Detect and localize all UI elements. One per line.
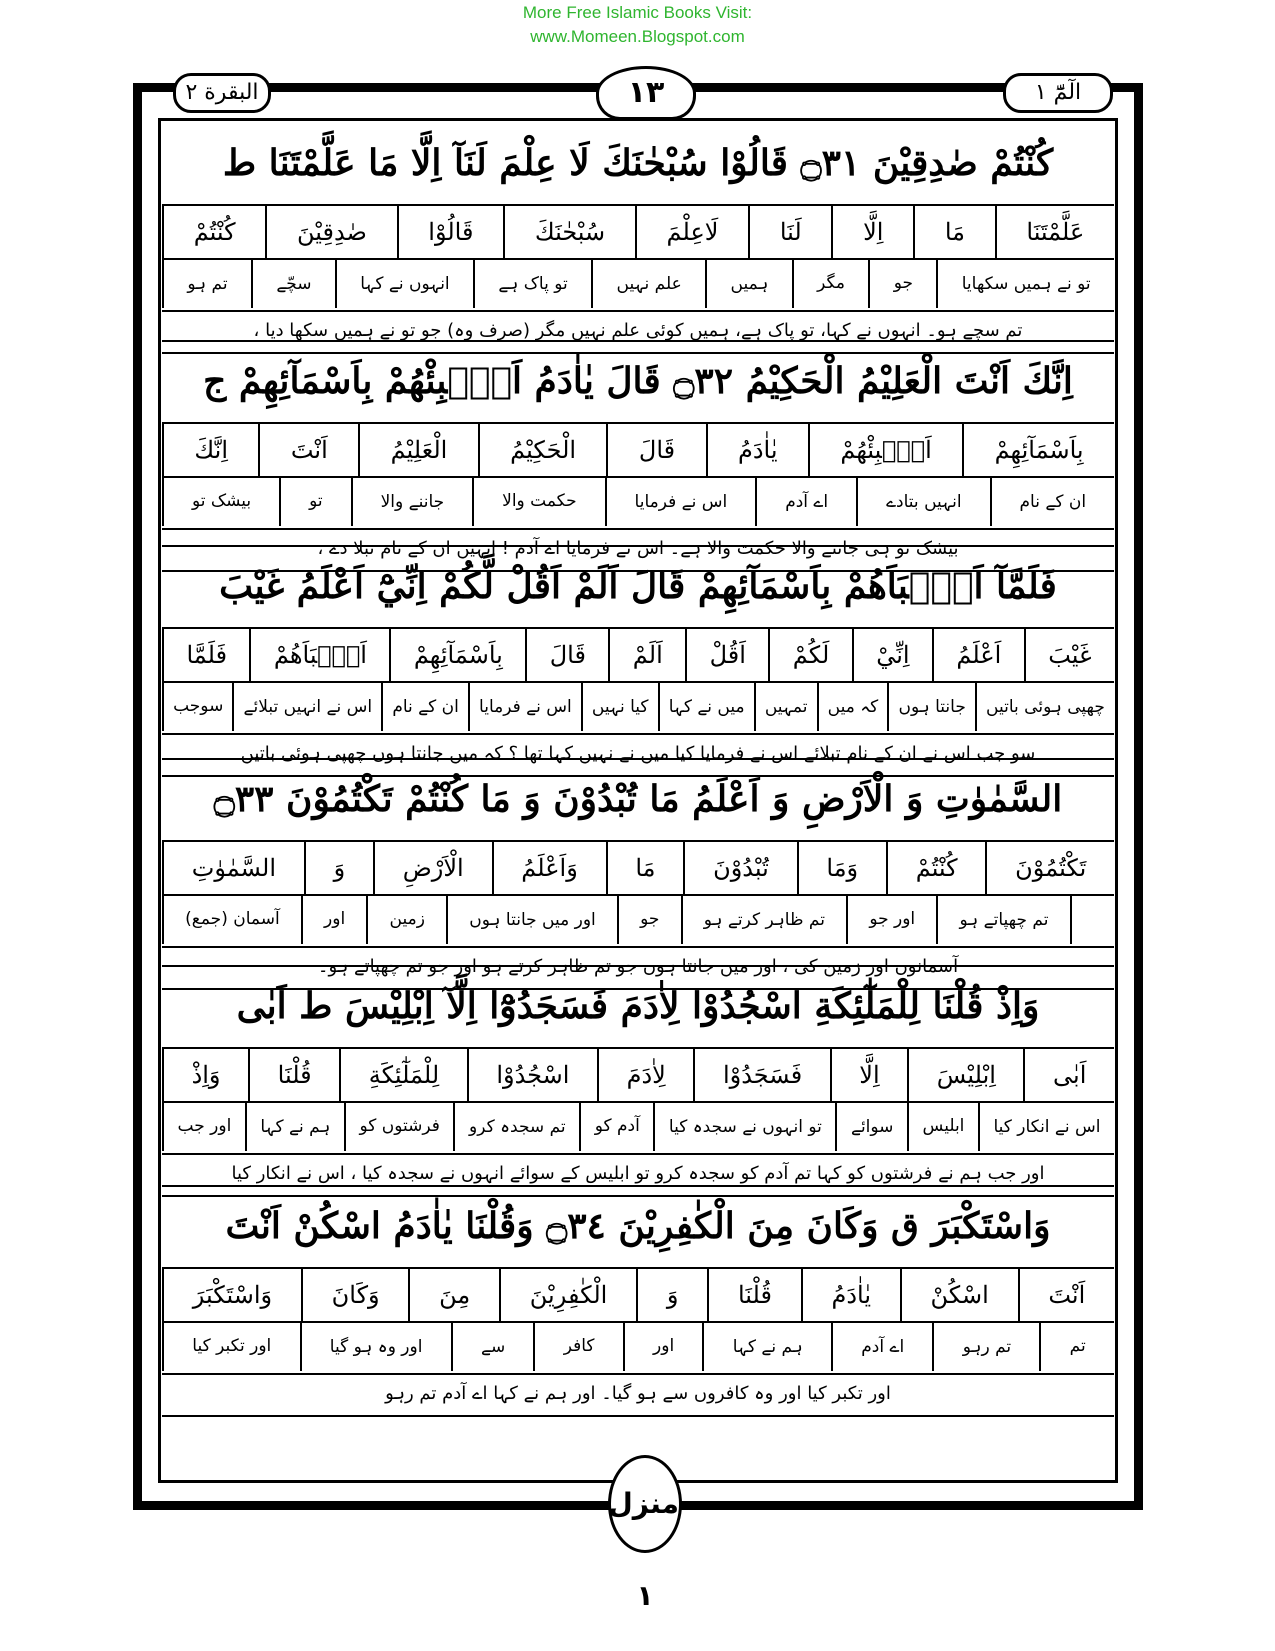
- urdu-meanings-row: [162, 1101, 1114, 1151]
- urdu-meaning-cell: اور وہ ہو گیا: [300, 1321, 451, 1371]
- arabic-word-cell: كُنْتُمْ: [162, 206, 265, 258]
- urdu-meaning-cell: آسمان (جمع): [162, 894, 301, 944]
- arabic-word-cell: اَعْلَمُ: [932, 629, 1024, 681]
- word-meaning-grid: [162, 1047, 1114, 1155]
- arabic-word-cell: قُلْنَا: [248, 1049, 339, 1101]
- urdu-translation-line: اور تکبر کیا اور وہ کافروں سے ہو گیا۔ اور ہم نے کہا اے آدم تم رہو: [162, 1371, 1114, 1417]
- arabic-word-cell: اِلَّا: [831, 206, 913, 258]
- arabic-word-cell: الْحَكِيْمُ: [478, 424, 607, 476]
- arabic-word-cell: لَنَا: [748, 206, 831, 258]
- arabic-word-cell: بِاَسْمَآئِهِمْ: [389, 629, 525, 681]
- arabic-word-cell: مِنَ: [408, 1269, 499, 1321]
- arabic-words-row: [162, 1049, 1114, 1103]
- surah-tab: البقرة ٢: [173, 73, 271, 113]
- arabic-word-cell: وَكَانَ: [301, 1269, 408, 1321]
- block-separator: [162, 758, 1114, 760]
- urdu-meaning-cell: جو: [617, 894, 681, 944]
- arabic-word-cell: اسْكُنْ: [900, 1269, 1018, 1321]
- arabic-word-cell: لَاعِلْمَ: [635, 206, 748, 258]
- urdu-meaning-cell: سچّے: [251, 258, 335, 308]
- urdu-meaning-cell: انہیں بتادے: [856, 476, 989, 526]
- urdu-meaning-cell: اے آدم: [831, 1321, 932, 1371]
- arabic-word-cell: اَبٰى: [1023, 1049, 1113, 1101]
- urdu-meaning-cell: اے آدم: [755, 476, 856, 526]
- urdu-meaning-cell: انہوں نے کہا: [335, 258, 473, 308]
- urdu-meaning-cell: اس نے انکار کیا: [978, 1101, 1114, 1151]
- urdu-meaning-cell: فرشتوں کو: [344, 1101, 454, 1151]
- arabic-verse-line: كُنْتُمْ صٰدِقِيْنَ ۝٣١ قَالُوْا سُبْحٰنَكَ لَا عِلْمَ لَنَآ اِلَّا مَا عَلَّمْتَنَا ط: [222, 142, 1054, 184]
- urdu-translation-line: آسمانوں اور زمین کی ، اور میں جانتا ہوں جو تم ظاہر کرتے ہو اور جو تم چھپاتے ہو۔: [162, 944, 1114, 990]
- arabic-word-cell: الْكٰفِرِيْنَ: [499, 1269, 636, 1321]
- urdu-meaning-cell: تمہیں: [754, 681, 817, 731]
- urdu-meaning-cell: ہمیں: [705, 258, 792, 308]
- arabic-verse-line: السَّمٰوٰتِ وَ الْاَرْضِ وَ اَعْلَمُ مَا تُبْدُوْنَ وَ مَا كُنْتُمْ تَكْتُمُوْنَ ۝٣٣: [213, 778, 1063, 820]
- word-meaning-grid: [162, 627, 1114, 735]
- urdu-meaning-cell: چھپی ہوئی باتیں: [975, 681, 1114, 731]
- urdu-meaning-cell: تو: [279, 476, 350, 526]
- arabic-word-cell: تَكْتُمُوْنَ: [985, 842, 1114, 894]
- arabic-word-cell: الْاَرْضِ: [373, 842, 492, 894]
- arabic-word-cell: اِلَّا: [830, 1049, 907, 1101]
- arabic-word-cell: اَنْۢبَاَهُمْ: [249, 629, 389, 681]
- arabic-word-cell: اَنْۢبِئْهُمْ: [808, 424, 962, 476]
- urdu-meaning-cell: تو پاک ہے: [473, 258, 591, 308]
- arabic-words-row: [162, 842, 1114, 896]
- arabic-word-cell: صٰدِقِيْنَ: [265, 206, 396, 258]
- urdu-meaning-cell: سوجب: [162, 681, 232, 731]
- arabic-word-cell: مَا: [913, 206, 995, 258]
- urdu-translation-line: تم سچے ہو۔ انہوں نے کہا، تو پاک ہے، ہمیں کوئی علم نہیں مگر (صرف وہ) جو تو نے ہمیں سکھا دیا ،: [162, 308, 1114, 354]
- urdu-translation-line: اور جب ہم نے فرشتوں کو کہا تم آدم کو سجدہ کرو تو ابلیس کے سوائے انہوں نے سجدہ کیا ، اس نے انکار کیا: [162, 1151, 1114, 1197]
- verse-block: [162, 122, 1114, 354]
- arabic-words-row: [162, 1269, 1114, 1323]
- arabic-word-cell: اِنَّكَ: [162, 424, 258, 476]
- arabic-word-cell: وَاَعْلَمُ: [492, 842, 606, 894]
- urdu-meaning-cell: آدم کو: [579, 1101, 653, 1151]
- urdu-meaning-cell: سوائے: [835, 1101, 907, 1151]
- urdu-meaning-cell: ان کے نام: [381, 681, 468, 731]
- arabic-word-cell: وَ: [304, 842, 373, 894]
- arabic-word-cell: اَقُلْ: [685, 629, 768, 681]
- arabic-word-cell: قَالَ: [525, 629, 608, 681]
- urdu-translation-line: بیشک تو ہی جاننے والا حکمت والا ہے۔ اس نے فرمایا اے آدم ! انہیں ان کے نام تبلا دے ،: [162, 526, 1114, 572]
- verse-block: [162, 758, 1114, 990]
- urdu-meaning-cell: تم: [1039, 1321, 1114, 1371]
- block-separator: [162, 965, 1114, 967]
- urdu-meaning-cell: تم رہو: [932, 1321, 1039, 1371]
- urdu-meaning-cell: کافر: [533, 1321, 622, 1371]
- urdu-meaning-cell: اس نے فرمایا: [605, 476, 756, 526]
- arabic-word-cell: بِاَسْمَآئِهِمْ: [962, 424, 1114, 476]
- urdu-meaning-cell: حکمت والا: [472, 476, 604, 526]
- urdu-meaning-cell: علم نہیں: [591, 258, 705, 308]
- urdu-meaning-cell: میں نے کہا: [658, 681, 754, 731]
- promo-line-2: www.Momeen.Blogspot.com: [530, 27, 745, 46]
- urdu-meaning-cell: سے: [451, 1321, 534, 1371]
- urdu-meaning-cell: اور تکبر کیا: [162, 1321, 300, 1371]
- urdu-meaning-cell: تم ظاہر کرتے ہو: [681, 894, 847, 944]
- arabic-verse-line: وَاسْتَكْبَرَ ق وَكَانَ مِنَ الْكٰفِرِيْنَ ۝٣٤ وَقُلْنَا يٰاٰدَمُ اسْكُنْ اَنْتَ: [225, 1205, 1051, 1247]
- arabic-word-cell: لَكُمْ: [768, 629, 851, 681]
- urdu-meaning-cell: جو: [868, 258, 936, 308]
- arabic-word-cell: اَنْتَ: [258, 424, 358, 476]
- urdu-meaning-cell: تو نے ہمیں سکھایا: [936, 258, 1114, 308]
- urdu-meaning-cell: تم ہو: [162, 258, 251, 308]
- block-separator: [162, 340, 1114, 342]
- arabic-word-cell: لِاٰدَمَ: [597, 1049, 693, 1101]
- arabic-word-cell: الْعَلِيْمُ: [358, 424, 478, 476]
- word-meaning-grid: [162, 1267, 1114, 1375]
- urdu-meaning-cell: اور میں جانتا ہوں: [446, 894, 617, 944]
- urdu-meanings-row: [162, 894, 1114, 944]
- block-separator: [162, 545, 1114, 547]
- arabic-words-row: [162, 424, 1114, 478]
- arabic-word-cell: وَمَا: [797, 842, 886, 894]
- arabic-word-cell: السَّمٰوٰتِ: [162, 842, 304, 894]
- urdu-meaning-cell: ہم نے کہا: [245, 1101, 344, 1151]
- urdu-meaning-cell: اور: [301, 894, 367, 944]
- urdu-meaning-cell: [1070, 894, 1114, 944]
- urdu-meaning-cell: اور: [623, 1321, 703, 1371]
- urdu-translation-line: سو جب اس نے ان کے نام تبلائے اس نے فرمایا کیا میں نے نہیں کہا تھا ؟ کہ میں جانتا ہوں چھپی ہوئی باتیں: [162, 731, 1114, 777]
- arabic-word-cell: سُبْحٰنَكَ: [503, 206, 635, 258]
- arabic-word-cell: يٰاٰدَمُ: [706, 424, 808, 476]
- urdu-meanings-row: [162, 681, 1114, 731]
- arabic-word-cell: اِنِّيْ: [852, 629, 932, 681]
- word-meaning-grid: [162, 840, 1114, 948]
- urdu-meaning-cell: اور جب: [162, 1101, 245, 1151]
- arabic-word-cell: اَنْتَ: [1018, 1269, 1114, 1321]
- urdu-meaning-cell: مگر: [792, 258, 869, 308]
- urdu-meaning-cell: جانتا ہوں: [887, 681, 975, 731]
- arabic-word-cell: لِلْمَلٰٓئِكَةِ: [339, 1049, 467, 1101]
- urdu-meaning-cell: کہ میں: [817, 681, 888, 731]
- urdu-meaning-cell: تم چھپاتے ہو: [936, 894, 1069, 944]
- arabic-word-cell: وَ: [636, 1269, 707, 1321]
- urdu-meanings-row: [162, 476, 1114, 526]
- arabic-word-cell: وَاِذْ: [162, 1049, 248, 1101]
- arabic-word-cell: اسْجُدُوْا: [467, 1049, 597, 1101]
- arabic-verse-line: فَلَمَّآ اَنْۢبَاَهُمْ بِاَسْمَآئِهِمْ قَالَ اَلَمْ اَقُلْ لَّكُمْ اِنِّيْٓ اَعْلَمُ غَيْبَ: [219, 565, 1057, 607]
- arabic-word-cell: مَا: [606, 842, 684, 894]
- arabic-words-row: [162, 206, 1114, 260]
- arabic-word-cell: اَلَمْ: [608, 629, 685, 681]
- manzil-tab: منزل ١: [608, 1455, 682, 1553]
- urdu-meanings-row: [162, 258, 1114, 308]
- arabic-word-cell: اِبْلِيْسَ: [907, 1049, 1023, 1101]
- urdu-meaning-cell: بیشک تو: [162, 476, 279, 526]
- urdu-meaning-cell: تو انہوں نے سجدہ کیا: [653, 1101, 835, 1151]
- urdu-meaning-cell: ہم نے کہا: [702, 1321, 831, 1371]
- arabic-word-cell: كُنْتُمْ: [886, 842, 985, 894]
- verse-block: [162, 965, 1114, 1197]
- arabic-verse-line: وَاِذْ قُلْنَا لِلْمَلٰٓئِكَةِ اسْجُدُوْا لِاٰدَمَ فَسَجَدُوْٓا اِلَّآ اِبْلِيْسَ ط اَبٰى: [236, 985, 1040, 1027]
- arabic-word-cell: غَيْبَ: [1024, 629, 1114, 681]
- word-meaning-grid: [162, 422, 1114, 530]
- word-meaning-grid: [162, 204, 1114, 312]
- urdu-meanings-row: [162, 1321, 1114, 1371]
- arabic-word-cell: قَالَ: [606, 424, 705, 476]
- urdu-meaning-cell: زمین: [366, 894, 446, 944]
- arabic-word-cell: تُبْدُوْنَ: [683, 842, 796, 894]
- urdu-meaning-cell: اس نے فرمایا: [468, 681, 581, 731]
- verse-block: [162, 1185, 1114, 1417]
- block-separator: [162, 1185, 1114, 1187]
- arabic-word-cell: يٰاٰدَمُ: [801, 1269, 900, 1321]
- urdu-meaning-cell: تم سجدہ کرو: [453, 1101, 579, 1151]
- page-number: ۱۳: [596, 66, 696, 120]
- urdu-meaning-cell: جاننے والا: [351, 476, 473, 526]
- arabic-word-cell: قَالُوْا: [397, 206, 504, 258]
- urdu-meaning-cell: کیا نہیں: [581, 681, 658, 731]
- arabic-verse-line: اِنَّكَ اَنْتَ الْعَلِيْمُ الْحَكِيْمُ ۝٣٢ قَالَ يٰاٰدَمُ اَنْۢبِئْهُمْ بِاَسْمَآئِهِمْ ج: [203, 360, 1073, 402]
- verse-block: [162, 340, 1114, 572]
- arabic-words-row: [162, 629, 1114, 683]
- verse-block: [162, 545, 1114, 777]
- arabic-word-cell: وَاسْتَكْبَرَ: [162, 1269, 301, 1321]
- para-tab: الٓمّٓ ١: [1003, 73, 1113, 113]
- arabic-word-cell: عَلَّمْتَنَا: [995, 206, 1114, 258]
- arabic-word-cell: فَسَجَدُوْا: [693, 1049, 829, 1101]
- urdu-meaning-cell: ان کے نام: [990, 476, 1114, 526]
- urdu-meaning-cell: اور جو: [846, 894, 936, 944]
- urdu-meaning-cell: اس نے انہیں تبلائے: [232, 681, 381, 731]
- urdu-meaning-cell: ابلیس: [907, 1101, 978, 1151]
- arabic-word-cell: قُلْنَا: [707, 1269, 801, 1321]
- arabic-word-cell: فَلَمَّا: [162, 629, 249, 681]
- promo-line-1: More Free Islamic Books Visit:: [522, 3, 753, 22]
